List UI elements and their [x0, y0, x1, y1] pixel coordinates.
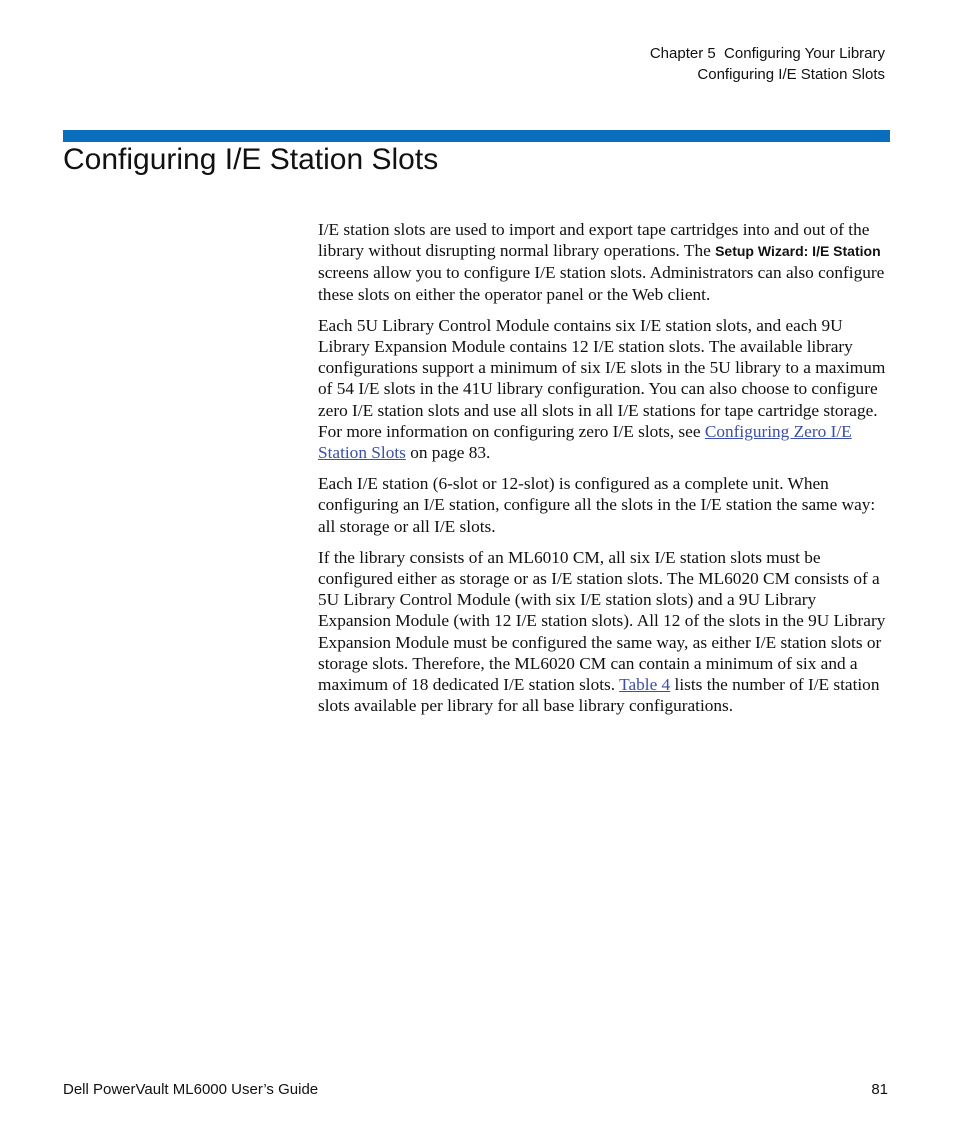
- ui-reference-setup-wizard: Setup Wizard: I/E Station: [715, 243, 881, 260]
- paragraph-2-text-a: Each 5U Library Control Module contains six I/E station slots, and each 9U Library Expansion Module contains 12 I/E station slots. The available library configurations support a minimum of six I/E slots in the 5U library to a maximum of 54 I/E slots in the 41U library configuration. You can also choose to configure zero I/E station slots and use all slots in all I/E stations for tape cartridge storage. For more information on configuring zero I/E slots, see: [318, 315, 886, 441]
- paragraph-1-text-b: screens allow you to configure I/E station slots. Administrators can also configure these slots on either the operator panel or the Web client.: [318, 263, 885, 304]
- link-table-4[interactable]: Table 4: [619, 675, 671, 695]
- page-title: Configuring I/E Station Slots: [63, 143, 439, 176]
- link-configuring-zero-ie-slots[interactable]: Configuring Zero I/E Station Slots: [318, 421, 852, 463]
- paragraph-4: [318, 547, 890, 717]
- body-text: [318, 219, 890, 726]
- paragraph-1-text-a: I/E station slots are used to import and export tape cartridges into and out of the library without disrupting normal library operations. The: [318, 220, 870, 261]
- footer-page-number: 81: [871, 1081, 888, 1098]
- paragraph-2-text-b: on page 83.: [405, 443, 491, 463]
- paragraph-2: [318, 315, 890, 463]
- running-header: [650, 43, 885, 85]
- header-chapter: Chapter 5 Configuring Your Library: [649, 45, 885, 62]
- paragraph-4-text-a: If the library consists of an ML6010 CM, all six I/E station slots must be configured either as storage or as I/E station slots. The ML6020 CM consists of a 5U Library Control Module (with six I/E station slots) and a 9U Library Expansion Module (with 12 I/E station slots). All 12 of the slots in the 9U Library Expansion Module must be configured the same way, as either I/E station slots or storage slots. Therefore, the ML6020 CM can contain a minimum of six and a maximum of 18 dedicated I/E station slots.: [318, 547, 886, 695]
- paragraph-3: Each I/E station (6-slot or 12-slot) is configured as a complete unit. When configuring an I/E station, configure all the slots in the I/E station the same way: all storage or all I/E slots.: [318, 474, 876, 536]
- header-section: Configuring I/E Station Slots: [697, 66, 885, 83]
- paragraph-1: [318, 219, 890, 305]
- footer-guide-title: Dell PowerVault ML6000 User’s Guide: [63, 1081, 319, 1098]
- paragraph-4-text-b: lists the number of I/E station slots available per library for all base library configurations.: [318, 675, 880, 716]
